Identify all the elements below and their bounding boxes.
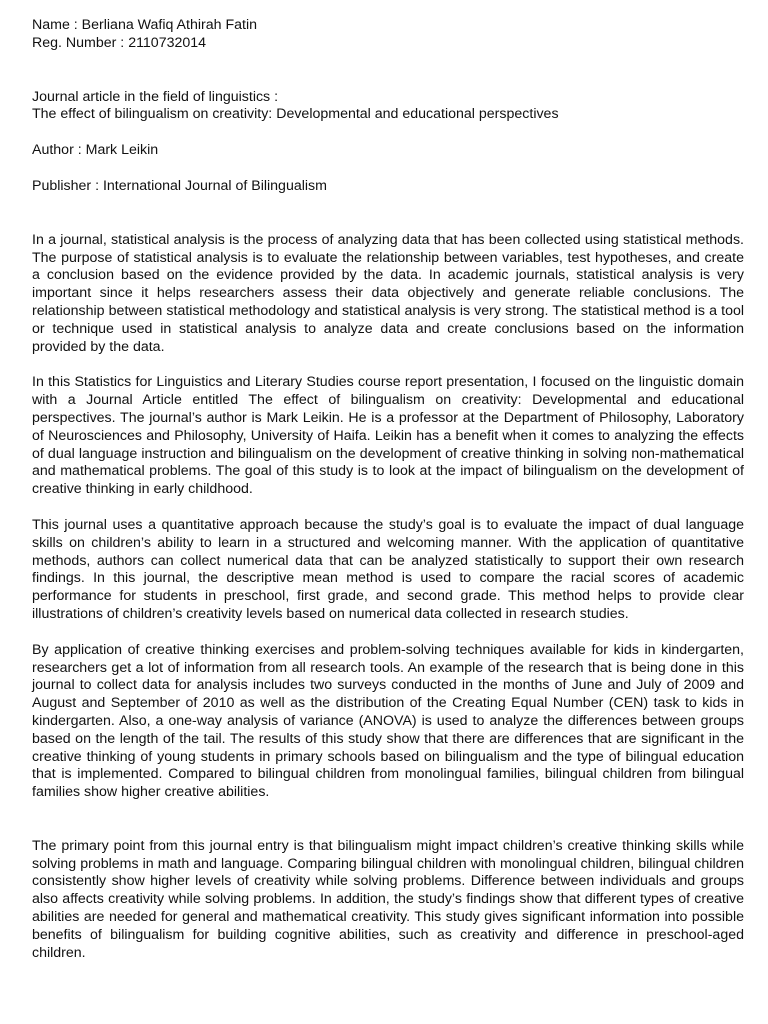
- article-author: Author : Mark Leikin: [32, 142, 159, 159]
- spacer: [32, 124, 744, 142]
- spacer: [32, 160, 744, 178]
- spacer: [32, 53, 744, 89]
- student-name: Name : Berliana Wafiq Athirah Fatin: [32, 17, 257, 33]
- spacer: [32, 196, 744, 232]
- paragraph-quantitative-approach: This journal uses a quantitative approach because the study’s goal is to evaluate the impact of dual language skills on children’s ability to learn in a structured and welcoming manner. With the application of quantitative methods, authors can collect numerical data that can be analyzed statistically to support their own research findings. In this journal, the descriptive mean method is used to compare the racial scores of academic performance for students in preschool, first grade, and second grade. This method helps to provide clear illustrations of children’s creativity levels based on numerical data collected in research studies.: [32, 516, 744, 622]
- spacer: [32, 802, 744, 838]
- paragraph-statistical-analysis: In a journal, statistical analysis is the process of analyzing data that has been collected using statistical methods. The purpose of statistical analysis is to evaluate the relationship between variables, test hypotheses, and create a conclusion based on the evidence provided by the data. In academic journals, statistical analysis is very important since it helps researchers assess their data objectively and generate reliable conclusions. The relationship between statistical methodology and statistical analysis is very strong. The statistical method is a tool or technique used in statistical analysis to analyze data and create conclusions based on the information provided by the data.: [32, 231, 744, 355]
- paragraph-conclusion: The primary point from this journal entry is that bilingualism might impact children’s creative thinking skills while solving problems in math and language. Comparing bilingual children with monolingual children, bilingual children consistently show higher levels of creativity while solving problems. Difference between individuals and groups also affects creativity while solving problems. In addition, the study’s findings show that different types of creative abilities are needed for general and mathematical creativity. This study gives significant information into possible benefits of bilingualism for building cognitive abilities, such as creativity and difference in preschool-aged children.: [32, 837, 744, 961]
- paragraph-course-report: In this Statistics for Linguistics and Literary Studies course report presentation, I focused on the linguistic domain with a Journal Article entitled The effect of bilingualism on creativity: Developmental and educational perspectives. The journal’s author is Mark Leikin. He is a professor at the Department of Philosophy, Laboratory of Neurosciences and Philosophy, University of Haifa. Leikin has a benefit when it comes to analyzing the effects of dual language instruction and bilingualism on the development of creative thinking in solving non-mathematical and mathematical problems. The goal of this study is to look at the impact of bilingualism on the development of creative thinking in early childhood.: [32, 374, 744, 498]
- paragraph-research-methods: By application of creative thinking exercises and problem-solving techniques available for kids in kindergarten, researchers get a lot of information from all research tools. An example of the research that is being done in this journal to collect data for analysis includes two surveys conducted in the months of June and July of 2009 and August and September of 2010 as well as the distribution of the Creating Equal Number (CEN) task to kids in kindergarten. Also, a one-way analysis of variance (ANOVA) is used to analyze the differences between groups based on the length of the tail. The results of this study show that there are differences that are significant in the creative thinking of young students in primary schools based on bilingualism and the type of bilingual education that is implemented. Compared to bilingual children from monolingual families, bilingual children from bilingual families show higher creative abilities.: [32, 641, 744, 801]
- article-title: The effect of bilingualism on creativity: Developmental and educational perspectives: [32, 106, 559, 123]
- article-publisher: Publisher : International Journal of Bilingualism: [32, 177, 327, 194]
- spacer: [32, 356, 744, 374]
- registration-number: Reg. Number : 2110732014: [32, 34, 207, 51]
- spacer: [32, 624, 744, 642]
- document-page: [32, 17, 744, 962]
- article-field-label: Journal article in the field of linguistics :: [32, 88, 279, 105]
- spacer: [32, 499, 744, 517]
